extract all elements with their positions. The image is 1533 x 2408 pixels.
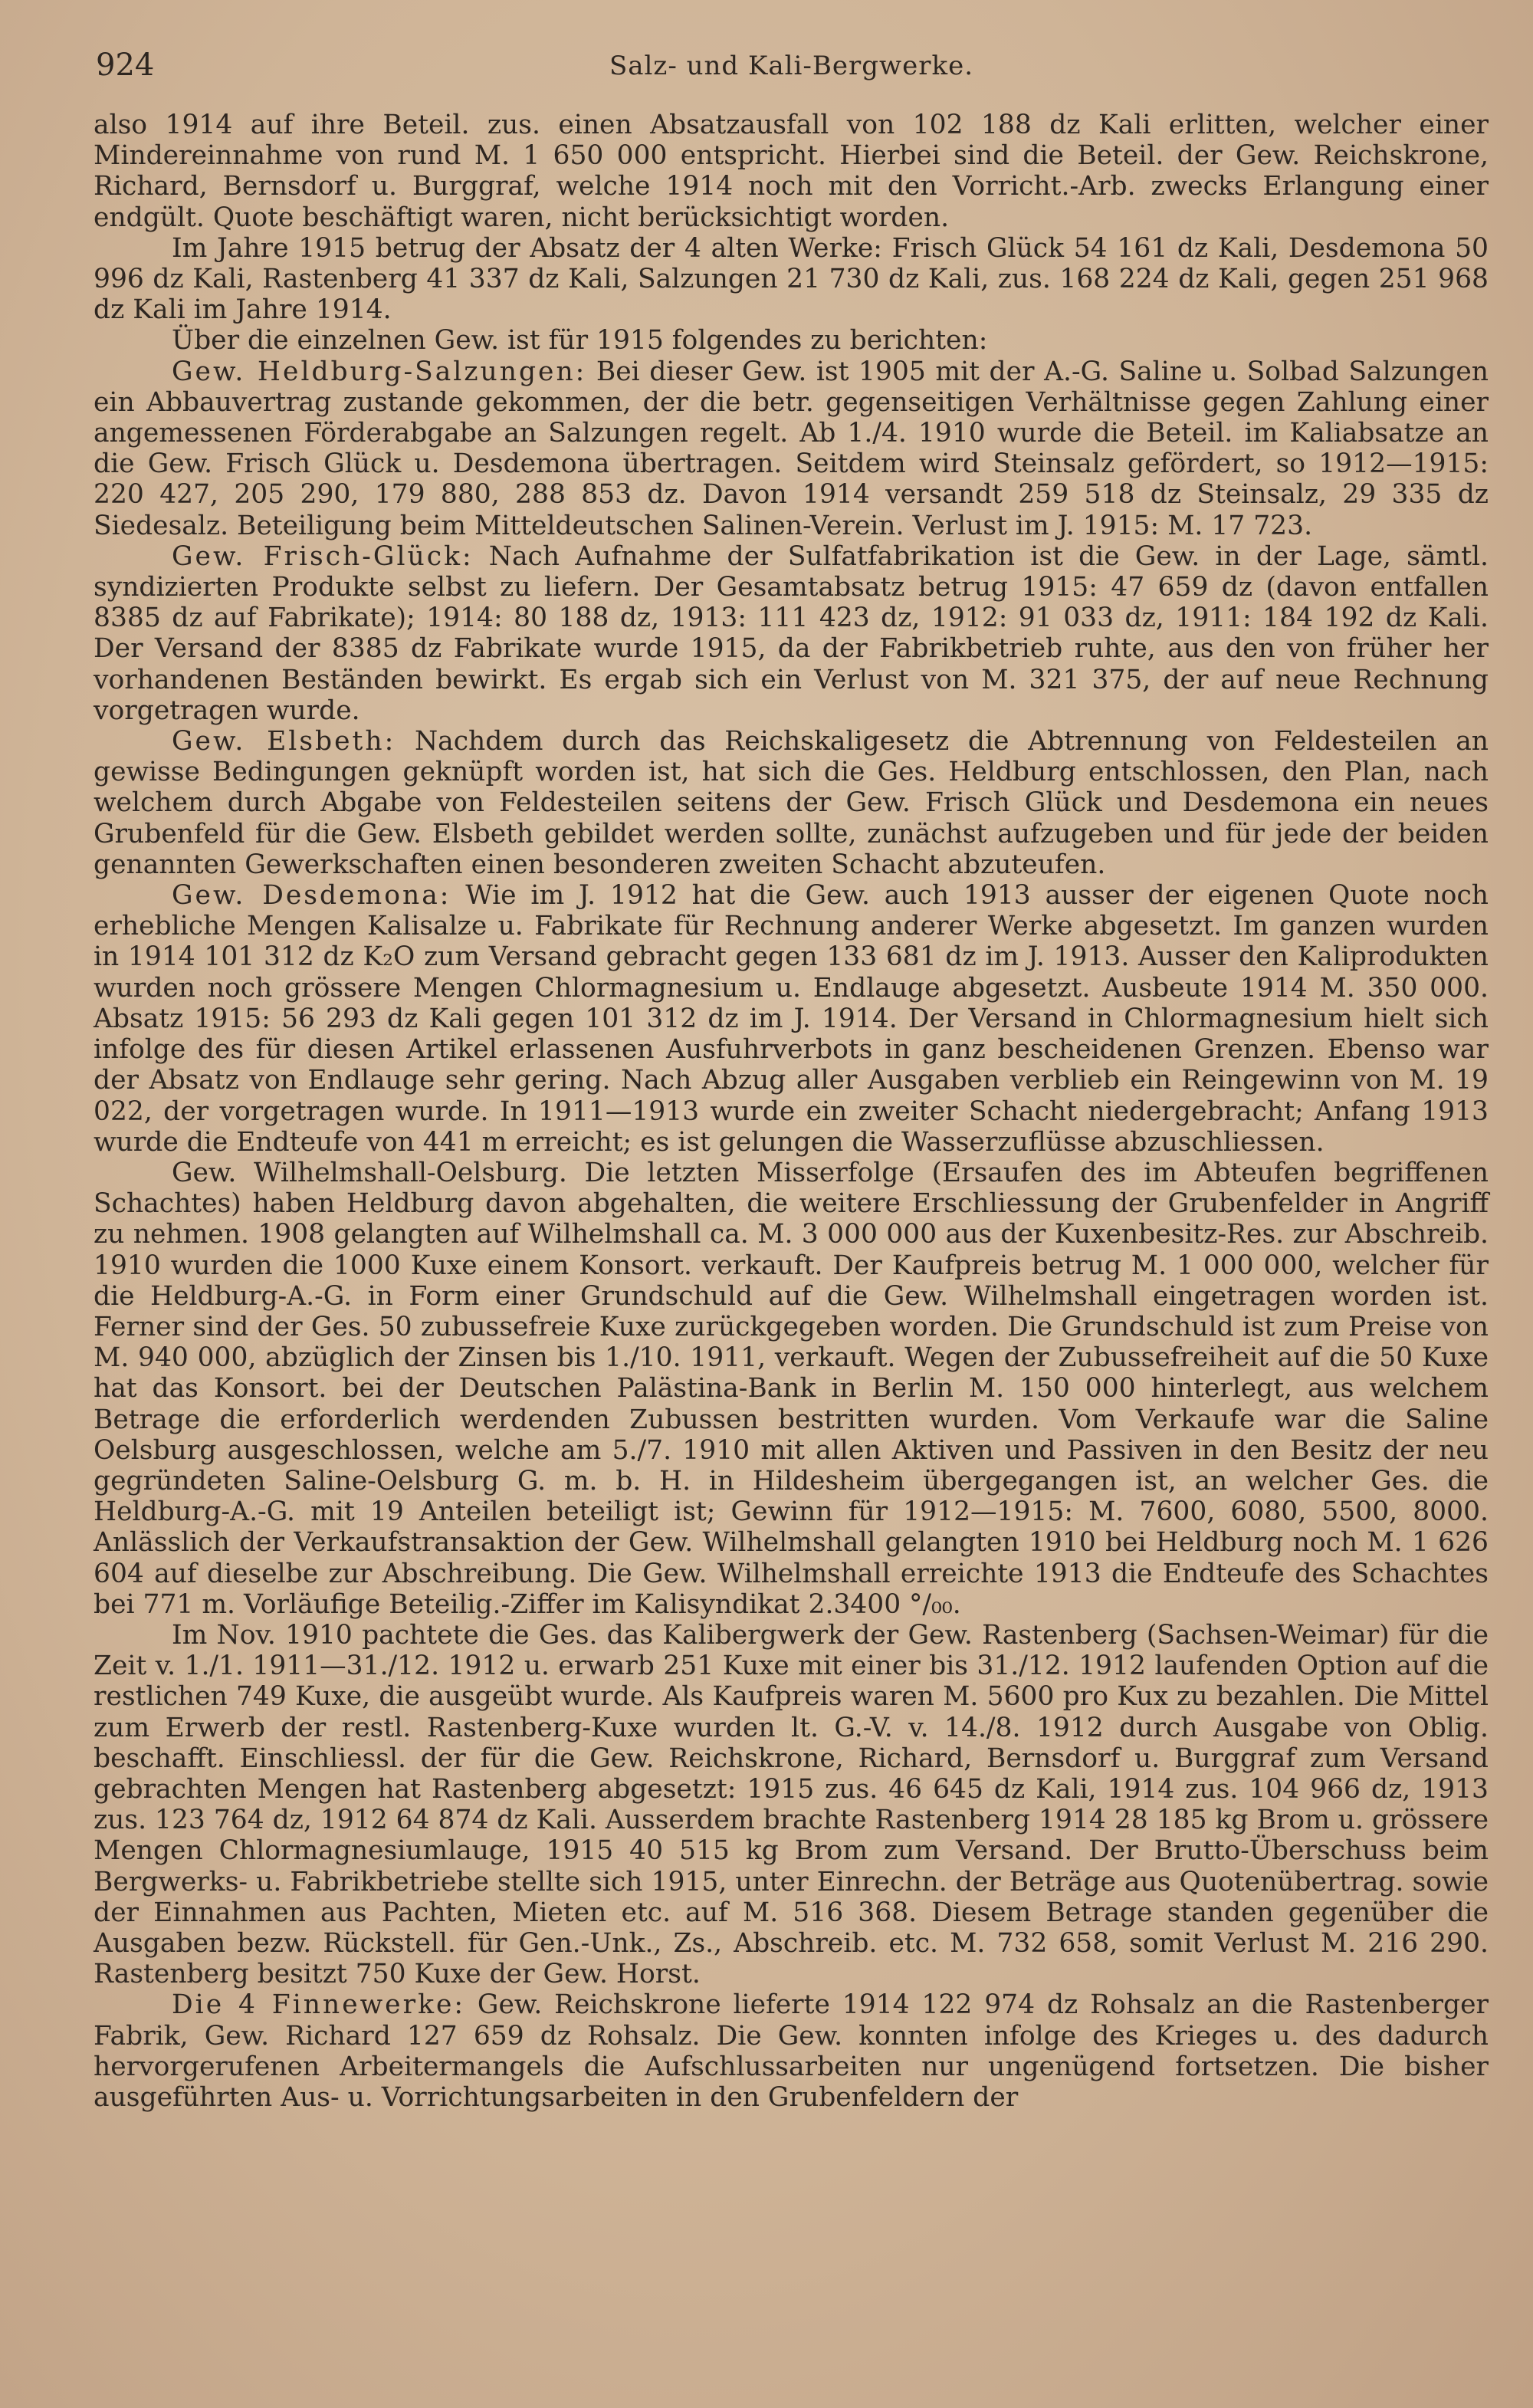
paragraph-elsbeth: Gew. Elsbeth: Nachdem durch das Reichskaligesetz die Abtrennung von Feldesteilen an gewisse Bedingungen geknüpft worden ist, hat sich die Ges. Heldburg entschlossen, den Plan, nach welchem durch Abgabe von Feldesteilen seitens der Gew. Frisch Glück und Desdemona ein neues Grubenfeld für die Gew. Elsbeth gebildet werden sollte, zunächst aufzugeben und für jede der beiden genannten Gewerkschaften einen besonderen zweiten Schacht abzuteufen. — [94, 726, 1489, 880]
paragraph-heldburg-salzungen: Gew. Heldburg-Salzungen: Bei dieser Gew. ist 1905 mit der A.-G. Saline u. Solbad Salzungen ein Abbauvertrag zustande gekommen, der die betr. gegenseitigen Verhältnisse gegen Zahlung einer angemessenen Förderabgabe an Salzungen regelt. Ab 1./4. 1910 wurde die Beteil. im Kaliabsatze an die Gew. Frisch Glück u. Desdemona übertragen. Seitdem wird Steinsalz gefördert, so 1912—1915: 220 427, 205 290, 179 880, 288 853 dz. Davon 1914 versandt 259 518 dz Steinsalz, 29 335 dz Siedesalz. Beteiligung beim Mitteldeutschen Salinen-Verein. Verlust im J. 1915: M. 17 723. — [94, 356, 1489, 541]
paragraph-absatz-1915: Im Jahre 1915 betrug der Absatz der 4 alten Werke: Frisch Glück 54 161 dz Kali, Desdemona 50 996 dz Kali, Rastenberg 41 337 dz Kali, Salzungen 21 730 dz Kali, zus. 168 224 dz Kali, gegen 251 968 dz Kali im Jahre 1914. — [94, 232, 1489, 326]
paragraph-desdemona: Gew. Desdemona: Wie im J. 1912 hat die Gew. auch 1913 ausser der eigenen Quote noch erhebliche Mengen Kalisalze u. Fabrikate für Rechnung anderer Werke abgesetzt. Im ganzen wurden in 1914 101 312 dz K₂O zum Versand gebracht gegen 133 681 dz im J. 1913. Ausser den Kaliprodukten wurden noch grössere Mengen Chlormagnesium u. Endlauge abgesetzt. Ausbeute 1914 M. 350 000. Absatz 1915: 56 293 dz Kali gegen 101 312 dz im J. 1914. Der Versand in Chlormagnesium hielt sich infolge des für diesen Artikel erlassenen Ausfuhrverbots in ganz bescheidenen Grenzen. Ebenso war der Absatz von Endlauge sehr gering. Nach Abzug aller Ausgaben verblieb ein Reingewinn von M. 19 022, der vorgetragen wurde. In 1911—1913 wurde ein zweiter Schacht niedergebracht; Anfang 1913 wurde die Endteufe von 441 m erreicht; es ist gelungen die Wasserzuflüsse abzuschliessen. — [94, 880, 1489, 1158]
paragraph-absatzausfall: also 1914 auf ihre Beteil. zus. einen Absatzausfall von 102 188 dz Kali erlitten, welcher einer Mindereinnahme von rund M. 1 650 000 entspricht. Hierbei sind die Beteil. der Gew. Reichskrone, Richard, Bernsdorf u. Burggraf, welche 1914 noch mit den Vorricht.-Arb. zwecks Erlangung einer endgült. Quote beschäftigt waren, nicht berücksichtigt worden. — [94, 110, 1489, 233]
page-header — [96, 48, 1487, 94]
paragraph-finnewerke: Die 4 Finnewerke: Gew. Reichskrone lieferte 1914 122 974 dz Rohsalz an die Rastenberger Fabrik, Gew. Richard 127 659 dz Rohsalz. Die Gew. konnten infolge des Krieges u. des dadurch hervorgerufenen Arbeitermangels die Aufschlussarbeiten nur ungenügend fortsetzen. Die bisher ausgeführten Aus- u. Vorrichtungsarbeiten in den Grubenfeldern der — [94, 1989, 1489, 2113]
section-heading: Gew. Wilhelmshall-Oelsburg. — [172, 1157, 567, 1188]
page-number: 924 — [96, 48, 155, 83]
paragraph-frisch-glueck: Gew. Frisch-Glück: Nach Aufnahme der Sulfatfabrikation ist die Gew. in der Lage, sämtl. syndizierten Produkte selbst zu liefern. Der Gesamtabsatz betrug 1915: 47 659 dz (davon entfallen 8385 dz auf Fabrikate); 1914: 80 188 dz, 1913: 111 423 dz, 1912: 91 033 dz, 1911: 184 192 dz Kali. Der Versand der 8385 dz Fabrikate wurde 1915, da der Fabrikbetrieb ruhte, aus den von früher her vorhandenen Beständen bewirkt. Es ergab sich ein Verlust von M. 321 375, der auf neue Rechnung vorgetragen wurde. — [94, 540, 1489, 726]
section-heading: Gew. Heldburg-Salzungen: — [172, 356, 587, 387]
section-heading: Die 4 Finnewerke: — [172, 1989, 466, 2021]
paragraph-rastenberg: Im Nov. 1910 pachtete die Ges. das Kalibergwerk der Gew. Rastenberg (Sachsen-Weimar) für die Zeit v. 1./1. 1911—31./12. 1912 u. erwarb 251 Kuxe mit einer bis 31./12. 1912 laufenden Option auf die restlichen 749 Kuxe, die ausgeübt wurde. Als Kaufpreis waren M. 5600 pro Kux zu bezahlen. Die Mittel zum Erwerb der restl. Rastenberg-Kuxe wurden lt. G.-V. v. 14./8. 1912 durch Ausgabe von Oblig. beschafft. Einschliessl. der für die Gew. Reichskrone, Richard, Bernsdorf u. Burggraf zum Versand gebrachten Mengen hat Rastenberg abgesetzt: 1915 zus. 46 645 dz Kali, 1914 zus. 104 966 dz, 1913 zus. 123 764 dz, 1912 64 874 dz Kali. Ausserdem brachte Rastenberg 1914 28 185 kg Brom u. grössere Mengen Chlormagnesiumlauge, 1915 40 515 kg Brom zum Versand. Der Brutto-Überschuss beim Bergwerks- u. Fabrikbetriebe stellte sich 1915, unter Einrechn. der Beträge aus Quotenübertrag. sowie der Einnahmen aus Pachten, Mieten etc. auf M. 516 368. Diesem Betrage standen gegenüber die Ausgaben bezw. Rückstell. für Gen.-Unk., Zs., Abschreib. etc. M. 732 658, somit Verlust M. 216 290. Rastenberg besitzt 750 Kuxe der Gew. Horst. — [94, 1619, 1489, 1990]
section-heading: Gew. Frisch-Glück: — [172, 540, 474, 572]
section-heading: Gew. Elsbeth: — [172, 726, 396, 757]
section-heading: Gew. Desdemona: — [172, 880, 451, 912]
running-title: Salz- und Kali-Bergwerke. — [609, 51, 974, 81]
paragraph-wilhelmshall-oelsburg: Gew. Wilhelmshall-Oelsburg. Die letzten Misserfolge (Ersaufen des im Abteufen begriffenen Schachtes) haben Heldburg davon abgehalten, die weitere Erschliessung der Grubenfelder in Angriff zu nehmen. 1908 gelangten auf Wilhelmshall ca. M. 3 000 000 aus der Kuxenbesitz-Res. zur Abschreib. 1910 wurden die 1000 Kuxe einem Konsort. verkauft. Der Kaufpreis betrug M. 1 000 000, welcher für die Heldburg-A.-G. in Form einer Grundschuld auf die Gew. Wilhelmshall eingetragen worden ist. Ferner sind der Ges. 50 zubussefreie Kuxe zurückgegeben worden. Die Grundschuld ist zum Preise von M. 940 000, abzüglich der Zinsen bis 1./10. 1911, verkauft. Wegen der Zubussefreiheit auf die 50 Kuxe hat das Konsort. bei der Deutschen Palästina-Bank in Berlin M. 150 000 hinterlegt, aus welchem Betrage die erforderlich werdenden Zubussen bestritten wurden. Vom Verkaufe war die Saline Oelsburg ausgeschlossen, welche am 5./7. 1910 mit allen Aktiven und Passiven in den Besitz der neu gegründeten Saline-Oelsburg G. m. b. H. in Hildesheim übergegangen ist, an welcher Ges. die Heldburg-A.-G. mit 19 Anteilen beteiligt ist; Gewinn für 1912—1915: M. 7600, 6080, 5500, 8000. Anlässlich der Verkaufstransaktion der Gew. Wilhelmshall gelangten 1910 bei Heldburg noch M. 1 626 604 auf dieselbe zur Abschreibung. Die Gew. Wilhelmshall erreichte 1913 die Endteufe des Schachtes bei 771 m. Vorläufige Beteilig.-Ziffer im Kalisyndikat 2.3400 °/₀₀. — [94, 1157, 1489, 1620]
body-text — [94, 110, 1489, 2113]
paragraph-intro: Über die einzelnen Gew. ist für 1915 folgendes zu berichten: — [172, 325, 988, 356]
